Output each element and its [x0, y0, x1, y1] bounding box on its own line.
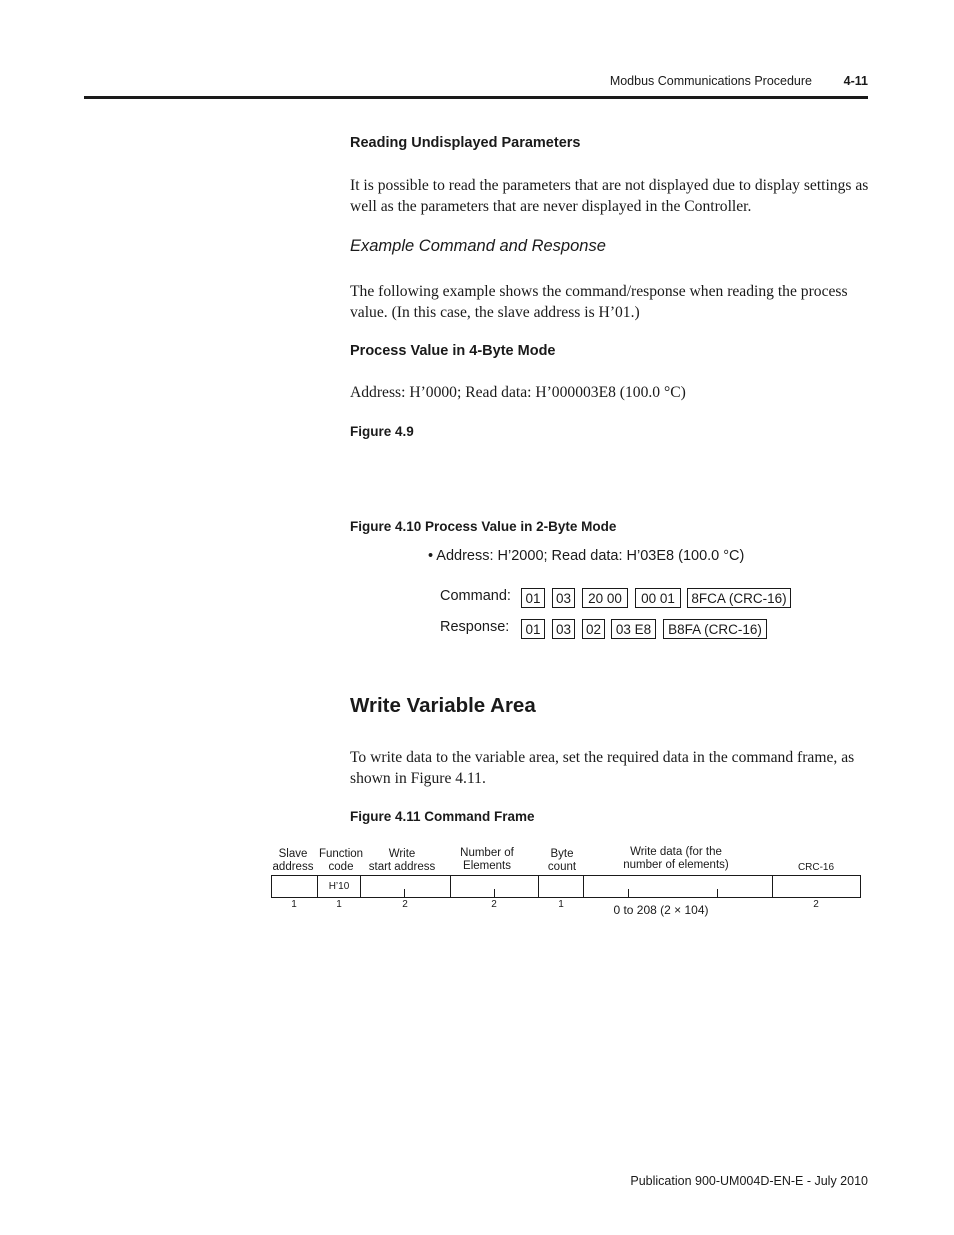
running-header: [0, 74, 868, 92]
heading-process-value-4byte: Process Value in 4-Byte Mode: [350, 343, 556, 359]
footer-publication: Publication 900-UM004D-EN-E - July 2010: [630, 1174, 868, 1188]
frame-function-code-value: H’10: [328, 881, 350, 892]
frame-label-write-start-address: Write start address: [368, 848, 436, 873]
response-field-function: 03: [552, 619, 575, 639]
command-field-address: 20 00: [582, 588, 628, 608]
frame-separator: [360, 875, 361, 898]
frame-byte-tick: [628, 889, 629, 897]
frame-label-slave-address: Slave address: [272, 848, 314, 873]
paragraph-example-command: The following example shows the command/response when reading the process value. (In this case, the slave address is H’01.): [350, 283, 848, 321]
response-field-data: 03 E8: [611, 619, 656, 639]
frame-size-crc: 2: [813, 899, 819, 910]
heading-example-command: Example Command and Response: [350, 237, 606, 255]
frame-dashed-top: [638, 875, 710, 876]
command-field-count: 00 01: [635, 588, 681, 608]
frame-label-function-code: Function code: [318, 848, 364, 873]
frame-size-write-start-address: 2: [402, 899, 408, 910]
figure-4-9-caption: Figure 4.9: [350, 424, 414, 439]
figure-4-10-caption: Figure 4.10 Process Value in 2-Byte Mode: [350, 519, 617, 534]
header-rule: [84, 96, 868, 99]
figure-4-10-bullet: • Address: H’2000; Read data: H’03E8 (100.0 °C): [428, 548, 745, 564]
frame-separator: [450, 875, 451, 898]
frame-label-byte-count: Byte count: [547, 848, 577, 873]
frame-size-slave-address: 1: [291, 899, 297, 910]
frame-byte-tick: [494, 889, 495, 897]
address-line-4byte: Address: H’0000; Read data: H’000003E8 (100.0 °C): [350, 384, 686, 401]
header-section-title: Modbus Communications Procedure: [609, 74, 812, 88]
response-label: Response:: [440, 619, 510, 635]
command-field-crc: 8FCA (CRC-16): [687, 588, 791, 608]
frame-byte-tick: [717, 889, 718, 897]
frame-dashed-bottom: [638, 897, 710, 898]
header-page-number: 4-11: [843, 74, 868, 88]
command-field-function: 03: [552, 588, 575, 608]
frame-size-number-of-elements: 2: [491, 899, 497, 910]
heading-reading-undisplayed: Reading Undisplayed Parameters: [350, 135, 581, 151]
response-field-crc: B8FA (CRC-16): [663, 619, 767, 639]
frame-separator: [583, 875, 584, 898]
paragraph-write-variable-area: To write data to the variable area, set the required data in the command frame, as shown in Figure 4.11.: [350, 749, 855, 787]
frame-size-write-data: 0 to 208 (2 × 104): [613, 903, 709, 917]
paragraph-reading-undisplayed: It is possible to read the parameters that are not displayed due to display settings as well as the parameters that are never displayed in the Controller.: [350, 177, 869, 215]
figure-4-11-caption: Figure 4.11 Command Frame: [350, 809, 535, 824]
frame-byte-tick: [404, 889, 405, 897]
command-label: Command:: [440, 588, 511, 604]
frame-separator: [772, 875, 773, 898]
response-field-bytecount: 02: [582, 619, 605, 639]
frame-separator: [538, 875, 539, 898]
command-field-slave: 01: [521, 588, 545, 608]
frame-size-byte-count: 1: [558, 899, 564, 910]
heading-write-variable-area: Write Variable Area: [350, 694, 536, 717]
frame-label-number-of-elements: Number of Elements: [460, 847, 514, 872]
frame-label-write-data: Write data (for the number of elements): [623, 846, 729, 871]
frame-size-function-code: 1: [336, 899, 342, 910]
response-field-slave: 01: [521, 619, 545, 639]
frame-label-crc: CRC-16: [797, 862, 835, 873]
